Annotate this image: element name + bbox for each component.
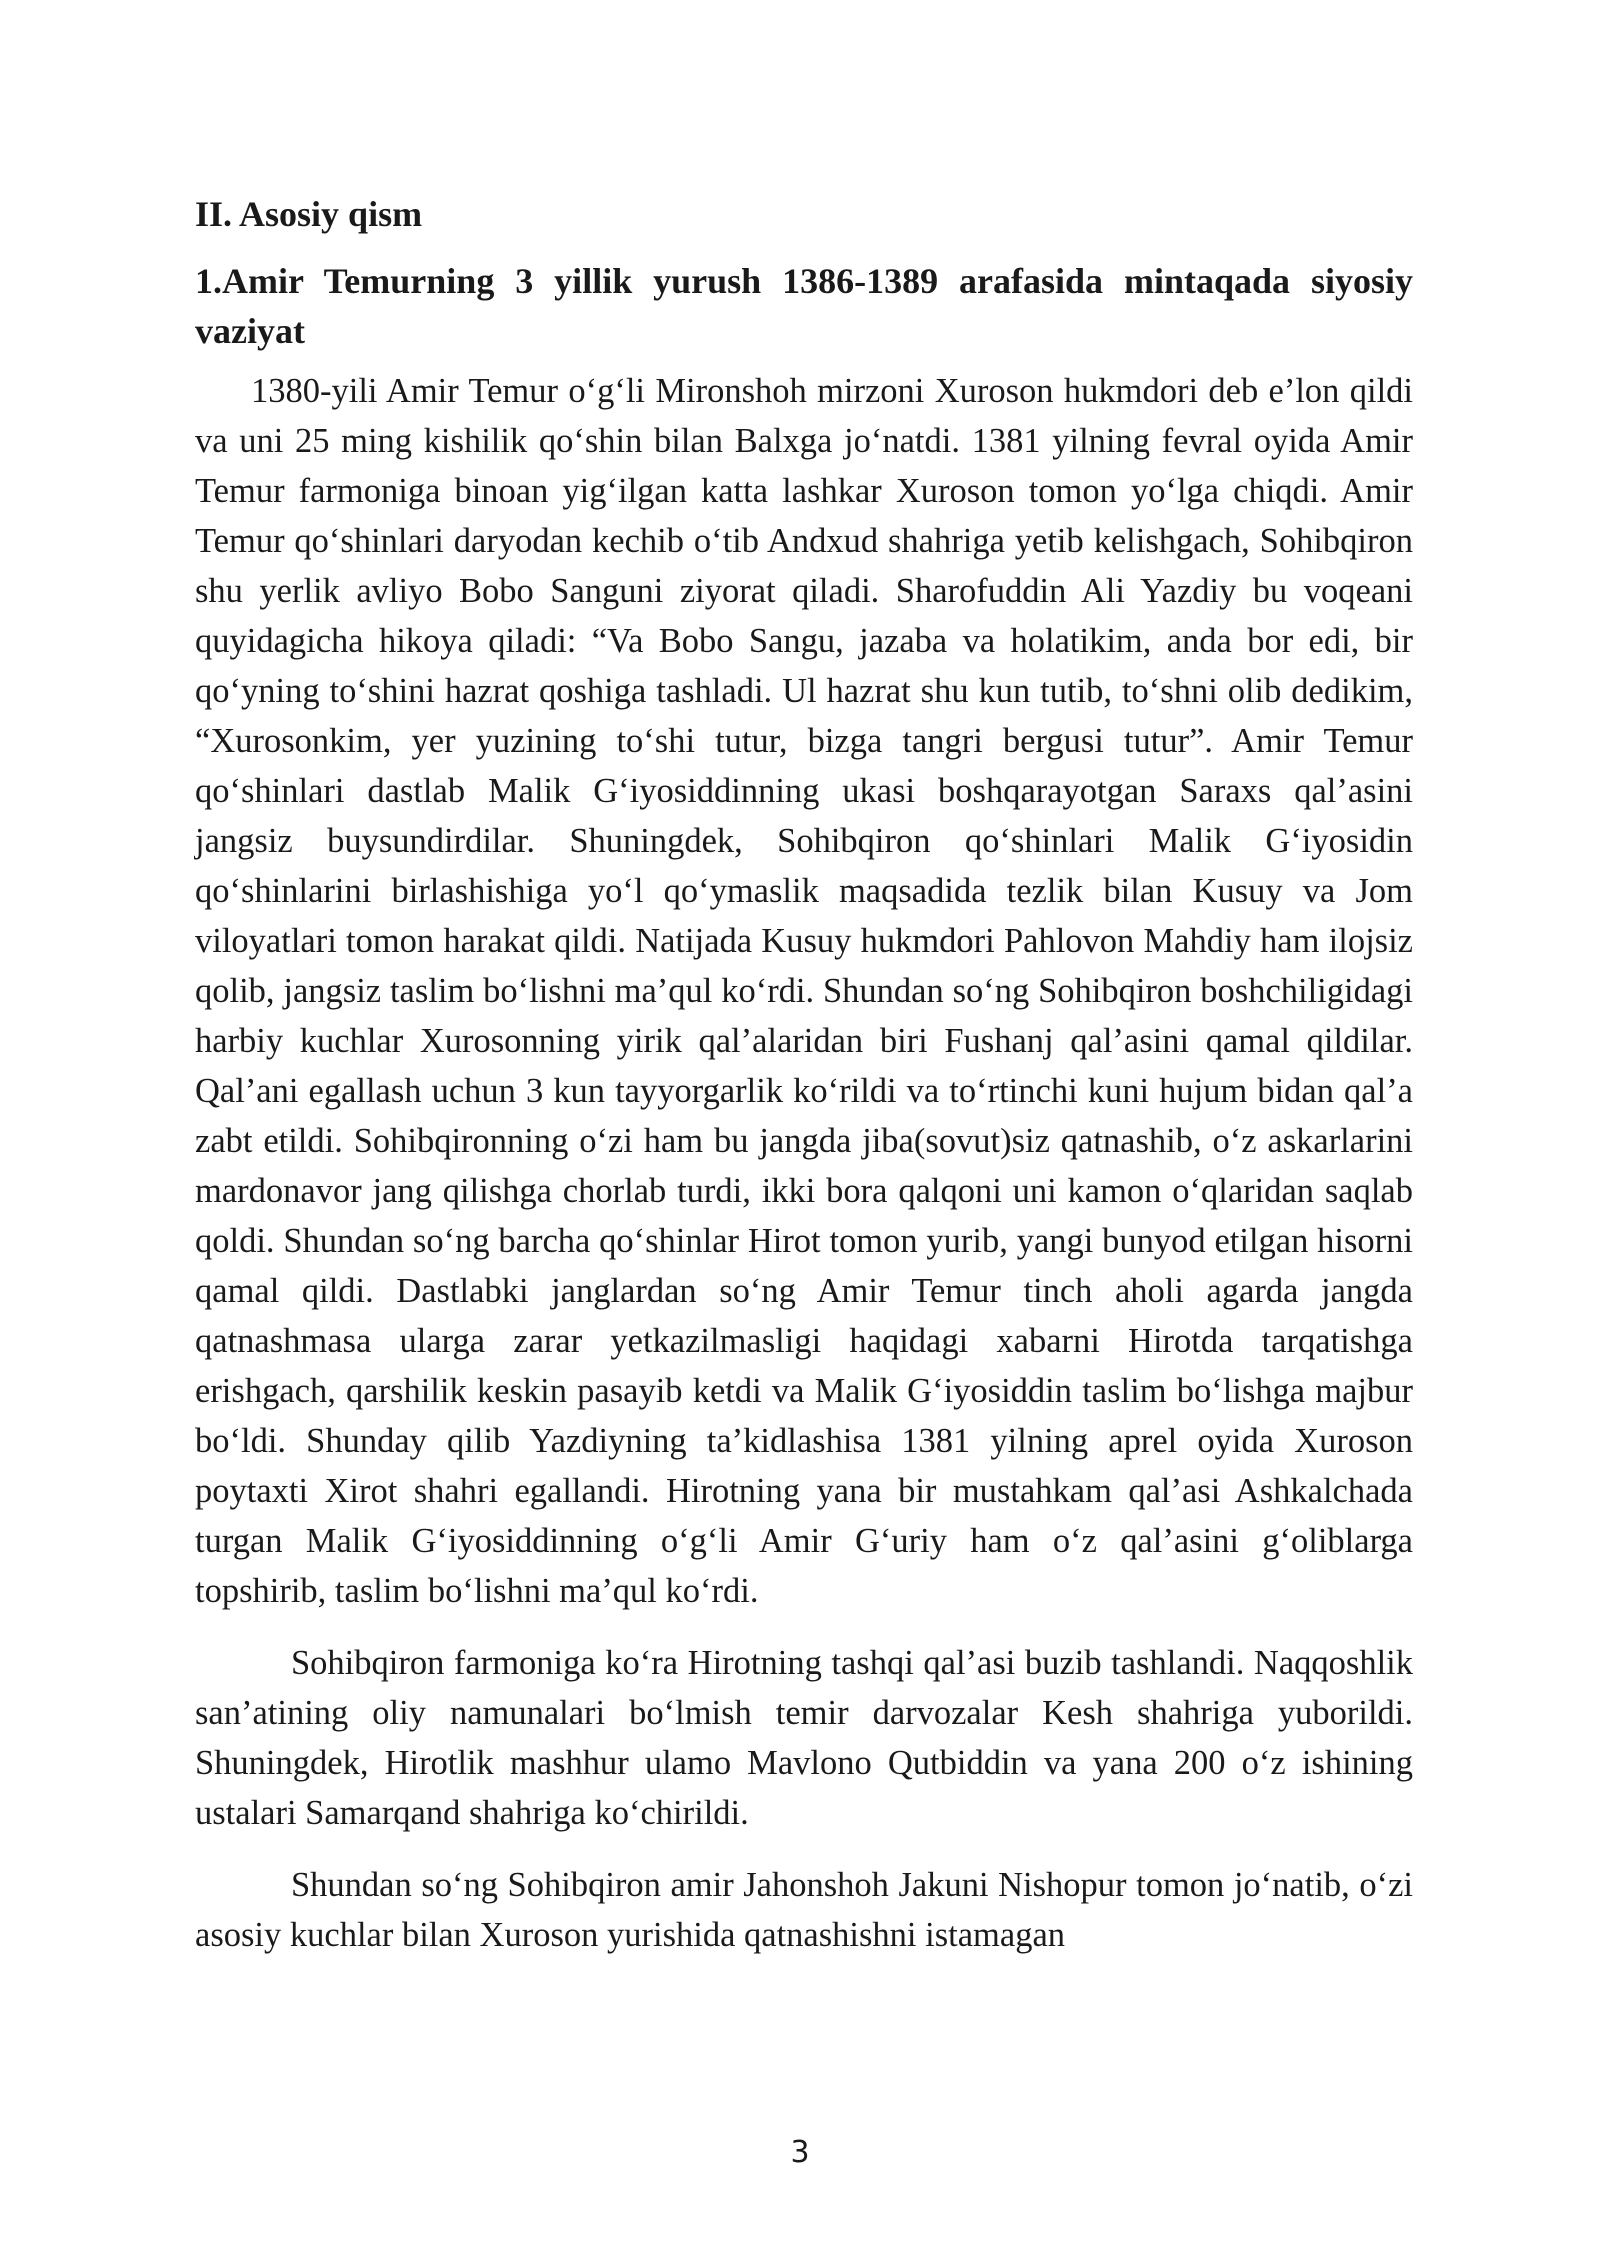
paragraph-2: Sohibqiron farmoniga ko‘ra Hirotning tashqi qal’asi buzib tashlandi. Naqqoshlik san’atining oliy namunalari bo‘lmish temir darvozalar Kesh shahriga yuborildi. Shuningdek, Hirotlik mashhur ulamo Mavlono Qutbiddin va yana 200 o‘z ishining ustalari Samarqand shahriga ko‘chirildi. bbox=[195, 1644, 1413, 1832]
paragraph-3: Shundan so‘ng Sohibqiron amir Jahonshoh Jakuni Nishopur tomon jo‘natib, o‘zi asosiy kuchlar bilan Xuroson yurishida qatnashishni istamagan bbox=[195, 1866, 1413, 1954]
section-title: II. Asosiy qism bbox=[195, 194, 423, 234]
paragraph-1: 1380-yili Amir Temur o‘g‘li Mironshoh mirzoni Xuroson hukmdori deb e’lon qildi va uni 25 ming kishilik qo‘shin bilan Balxga jo‘natdi. 1381 yilning fevral oyida Amir Temur farmoniga binoan yig‘ilgan katta lashkar Xuroson tomon yo‘lga chiqdi. Amir Temur qo‘shinlari daryodan kechib o‘tib Andxud shahriga yetib kelishgach, Sohibqiron shu yerlik avliyo Bobo Sanguni ziyorat qiladi. Sharofuddin Ali Yazdiy bu voqeani quyidagicha hikoya qiladi: “Va Bobo Sangu, jazaba va holatikim, anda bor edi, bir qo‘yning to‘shini hazrat qoshiga tashladi. Ul hazrat shu kun tutib, to‘shni olib dedikim, “Xurosonkim, yer yuzining to‘shi tutur, bizga tangri bergusi tutur”. Amir Temur qo‘shinlari dastlab Malik G‘iyosiddinning ukasi boshqarayotgan Saraxs qal’asini jangsiz buysundirdilar. Shuningdek, Sohibqiron qo‘shinlari Malik G‘iyosidin qo‘shinlarini birlashishiga yo‘l qo‘ymaslik maqsadida tezlik bilan Kusuy va Jom viloyatlari tomon harakat qildi. Natijada Kusuy hukmdori Pahlovon Mahdiy ham ilojsiz qolib, jangsiz taslim bo‘lishni ma’qul ko‘rdi. Shundan so‘ng Sohibqiron boshchiligidagi harbiy kuchlar Xurosonning yirik qal’alaridan biri Fushanj qal’asini qamal qildilar. Qal’ani egallash uchun 3 kun tayyorgarlik ko‘rildi va to‘rtinchi kuni hujum bidan qal’a zabt etildi. Sohibqironning o‘zi ham bu jangda jiba(sovut)siz qatnashib, o‘z askarlarini mardonavor jang qilishga chorlab turdi, ikki bora qalqoni uni kamon o‘qlaridan saqlab qoldi. Shundan so‘ng barcha qo‘shinlar Hirot tomon yurib, yangi bunyod etilgan hisorni qamal qildi. Dastlabki janglardan so‘ng Amir Temur tinch aholi agarda jangda qatnashmasa ularga zarar yetkazilmasligi haqidagi xabarni Hirotda tarqatishga erishgach, qarshilik keskin pasayib ketdi va Malik G‘iyosiddin taslim bo‘lishga majbur bo‘ldi. Shunday qilib Yazdiyning ta’kidlashisa 1381 yilning aprel oyida Xuroson poytaxti Xirot shahri egallandi. Hirotning yana bir mustahkam qal’asi Ashkalchada turgan Malik G‘iyosiddinning o‘g‘li Amir G‘uriy ham o‘z qal’asini g‘oliblarga topshirib, taslim bo‘lishni ma’qul ko‘rdi. bbox=[195, 372, 1413, 1610]
page-number: 3 bbox=[790, 2135, 810, 2170]
document-page bbox=[195, 190, 1413, 1982]
subsection-title: 1.Amir Temurning 3 yillik yurush 1386-1389 arafasida mintaqada siyosiy vaziyat bbox=[195, 261, 1413, 351]
